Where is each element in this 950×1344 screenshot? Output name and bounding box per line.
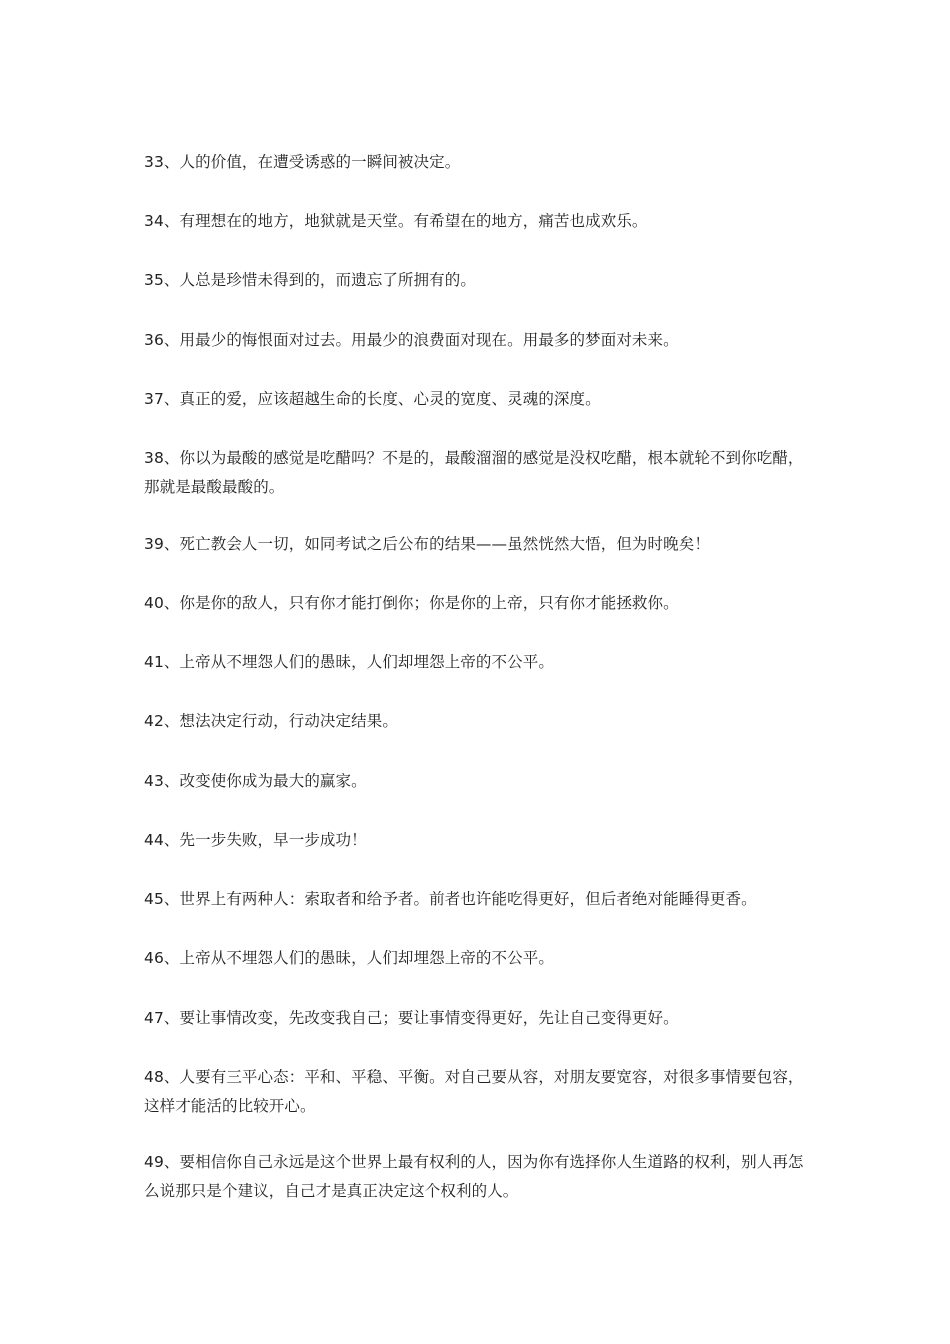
quote-33: 33、人的价值，在遭受诱惑的一瞬间被决定。 — [144, 153, 461, 171]
quote-40: 40、你是你的敌人，只有你才能打倒你；你是你的上帝，只有你才能拯救你。 — [144, 594, 679, 612]
quote-45: 45、世界上有两种人：索取者和给予者。前者也许能吃得更好，但后者绝对能睡得更香。 — [144, 890, 757, 908]
quote-36: 36、用最少的悔恨面对过去。用最少的浪费面对现在。用最多的梦面对未来。 — [144, 331, 679, 349]
quote-37: 37、真正的爱，应该超越生命的长度、心灵的宽度、灵魂的深度。 — [144, 390, 601, 408]
quote-48: 48、人要有三平心态：平和、平稳、平衡。对自己要从容，对朋友要宽容，对很多事情要包容，这样才能活的比较开心。 — [144, 1068, 804, 1115]
quote-42: 42、想法决定行动，行动决定结果。 — [144, 712, 398, 730]
quote-39: 39、死亡教会人一切，如同考试之后公布的结果——虽然恍然大悟，但为时晚矣！ — [144, 535, 710, 553]
quote-46: 46、上帝从不埋怨人们的愚昧，人们却埋怨上帝的不公平。 — [144, 949, 554, 967]
quote-41: 41、上帝从不埋怨人们的愚昧，人们却埋怨上帝的不公平。 — [144, 653, 554, 671]
quote-49: 49、要相信你自己永远是这个世界上最有权利的人，因为你有选择你人生道路的权利，别人再怎么说那只是个建议，自己才是真正决定这个权利的人。 — [144, 1153, 804, 1200]
quote-34: 34、有理想在的地方，地狱就是天堂。有希望在的地方，痛苦也成欢乐。 — [144, 212, 648, 230]
quote-38: 38、你以为最酸的感觉是吃醋吗？不是的，最酸溜溜的感觉是没权吃醋，根本就轮不到你吃醋，那就是最酸最酸的。 — [144, 449, 804, 496]
quote-35: 35、人总是珍惜未得到的，而遗忘了所拥有的。 — [144, 271, 476, 289]
quote-43: 43、改变使你成为最大的赢家。 — [144, 772, 367, 790]
quote-47: 47、要让事情改变，先改变我自己；要让事情变得更好，先让自己变得更好。 — [144, 1009, 679, 1027]
quote-44: 44、先一步失败，早一步成功！ — [144, 831, 367, 849]
